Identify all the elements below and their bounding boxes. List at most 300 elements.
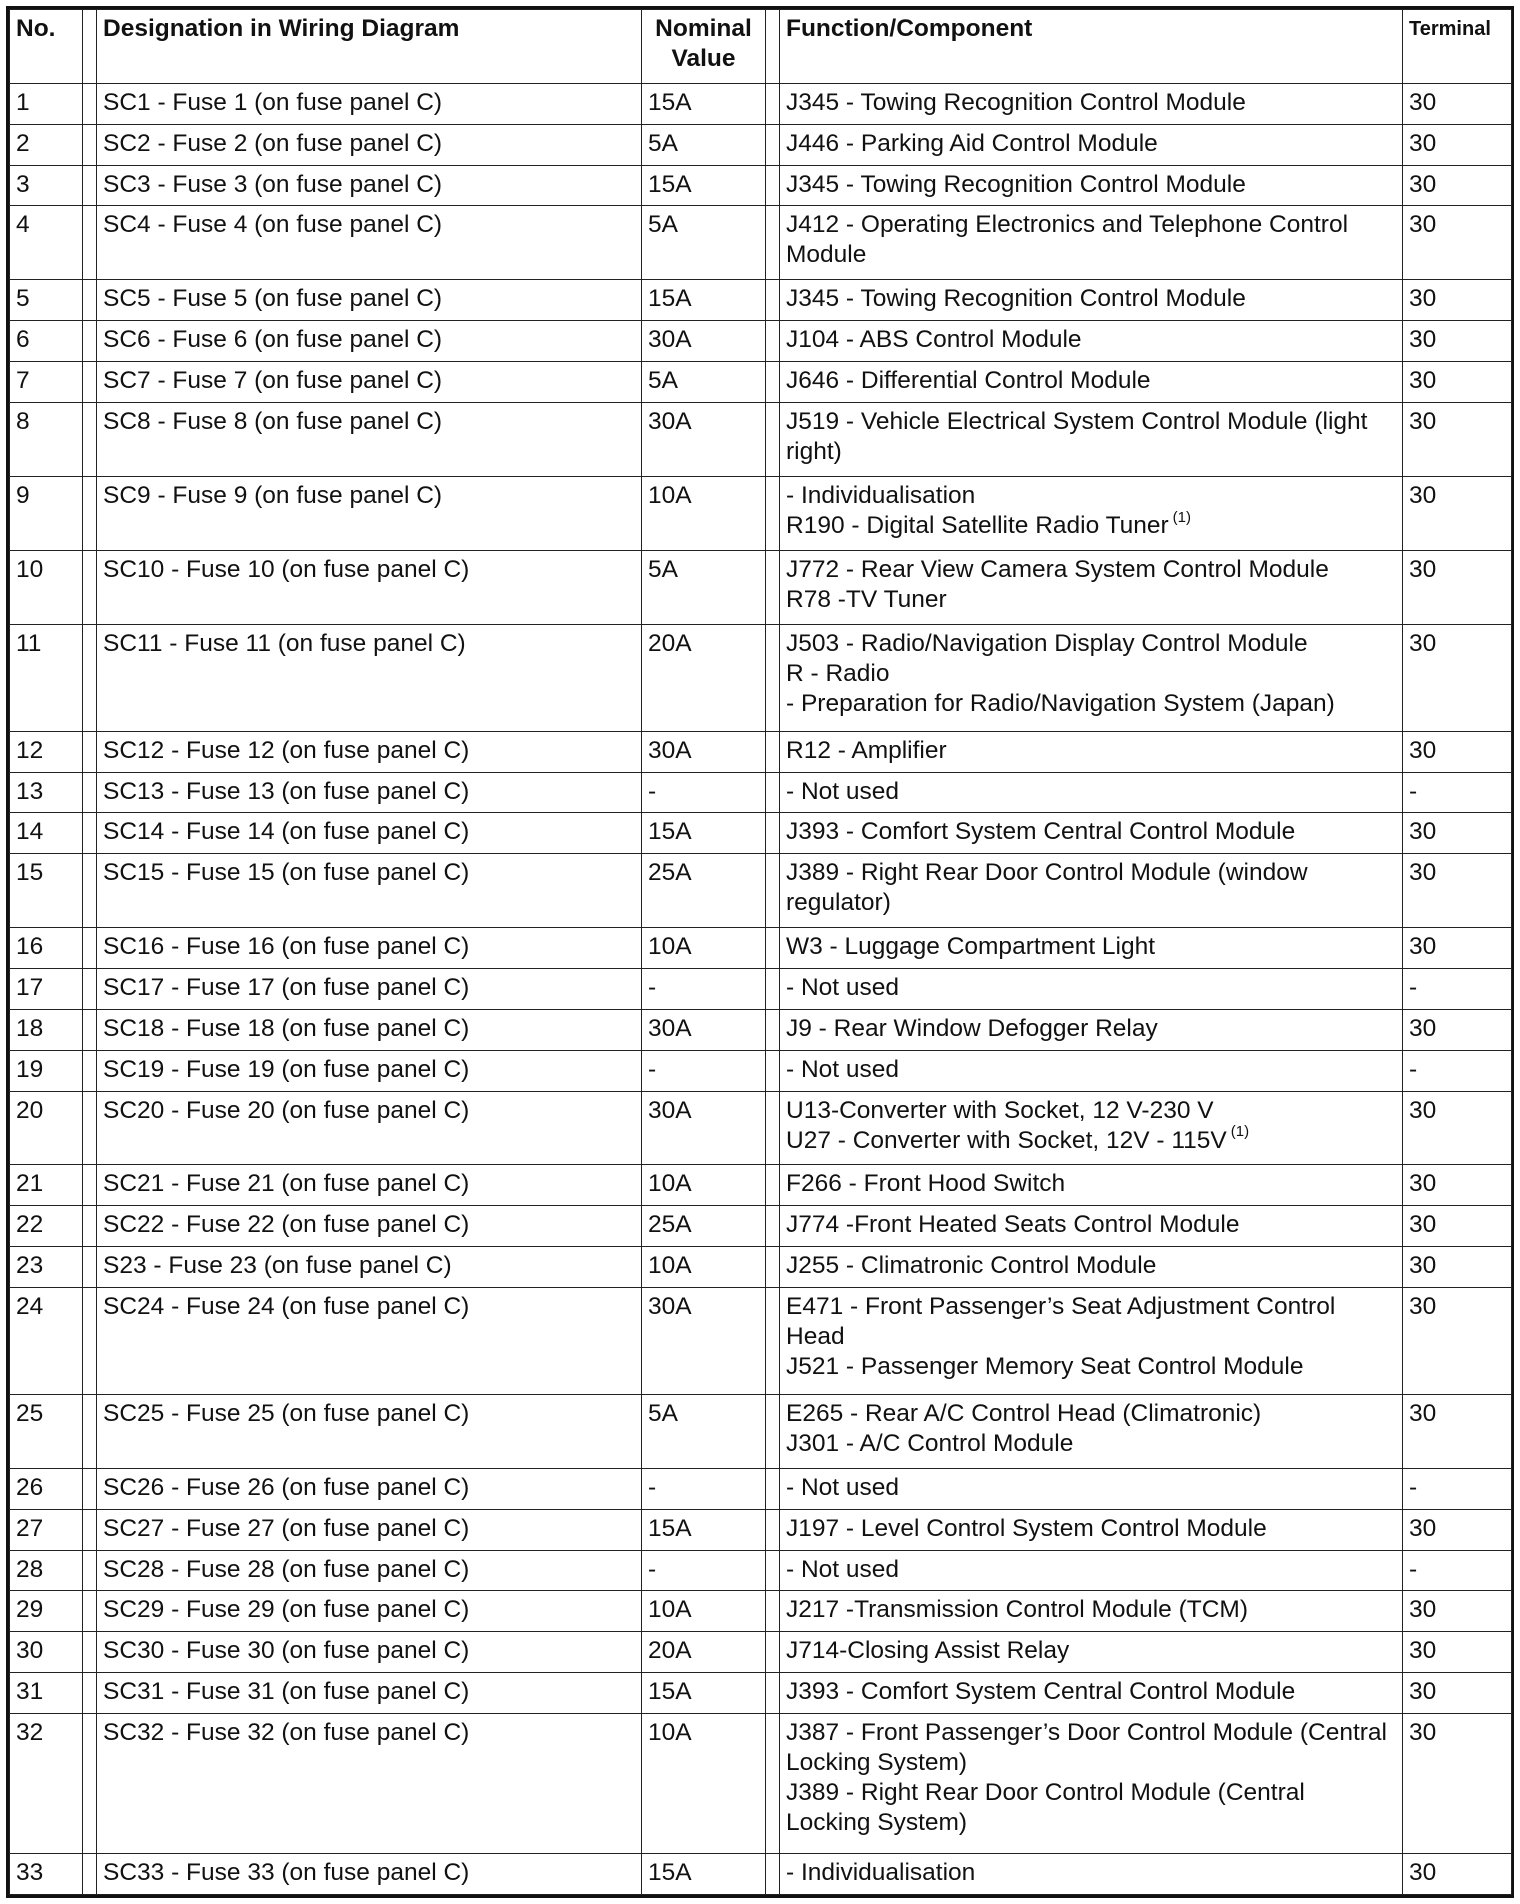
cell-spacer [83, 84, 97, 125]
cell-no: 25 [10, 1394, 83, 1468]
function-text: J503 - Radio/Navigation Display Control Module R - Radio - Preparation for Radio/Navigation System (Japan) [786, 629, 1335, 717]
cell-no: 16 [10, 928, 83, 969]
cell-nominal-value: - [642, 1050, 766, 1091]
cell-terminal: - [1403, 1550, 1512, 1591]
cell-nominal-value: 5A [642, 362, 766, 403]
table-row [10, 280, 1512, 321]
function-text: J393 - Comfort System Central Control Module [786, 1678, 1296, 1706]
cell-designation: SC30 - Fuse 30 (on fuse panel C) [97, 1632, 642, 1673]
cell-spacer [83, 280, 97, 321]
table-row [10, 1009, 1512, 1050]
cell-spacer [766, 124, 780, 165]
cell-spacer [83, 854, 97, 928]
cell-nominal-value: 25A [642, 854, 766, 928]
cell-function [780, 402, 1403, 476]
cell-nominal-value: 5A [642, 124, 766, 165]
cell-designation: SC16 - Fuse 16 (on fuse panel C) [97, 928, 642, 969]
cell-spacer [766, 1165, 780, 1206]
cell-spacer [766, 1247, 780, 1288]
cell-nominal-value: - [642, 1468, 766, 1509]
cell-designation: SC13 - Fuse 13 (on fuse panel C) [97, 772, 642, 813]
function-text: J774 -Front Heated Seats Control Module [786, 1211, 1240, 1239]
cell-nominal-value: 10A [642, 476, 766, 550]
cell-terminal: 30 [1403, 1091, 1512, 1165]
cell-terminal: 30 [1403, 402, 1512, 476]
cell-nominal-value: 10A [642, 928, 766, 969]
cell-spacer [83, 1854, 97, 1895]
table-row [10, 1468, 1512, 1509]
cell-terminal: 30 [1403, 1394, 1512, 1468]
cell-spacer [766, 624, 780, 731]
cell-function [780, 476, 1403, 550]
cell-no: 4 [10, 206, 83, 280]
cell-spacer [83, 165, 97, 206]
cell-nominal-value: 30A [642, 1009, 766, 1050]
table-row [10, 1673, 1512, 1714]
cell-designation: SC32 - Fuse 32 (on fuse panel C) [97, 1713, 642, 1853]
cell-no: 12 [10, 731, 83, 772]
function-text: - Not used [786, 1555, 900, 1583]
cell-designation: SC29 - Fuse 29 (on fuse panel C) [97, 1591, 642, 1632]
cell-nominal-value: 10A [642, 1247, 766, 1288]
function-text: J345 - Towing Recognition Control Module [786, 285, 1246, 313]
cell-spacer [83, 1509, 97, 1550]
cell-no: 22 [10, 1206, 83, 1247]
table-row [10, 124, 1512, 165]
cell-spacer [83, 476, 97, 550]
cell-no: 5 [10, 280, 83, 321]
cell-terminal: - [1403, 1050, 1512, 1091]
cell-spacer [83, 1591, 97, 1632]
header-spacer [766, 10, 780, 84]
cell-spacer [766, 969, 780, 1010]
function-text: - Individualisation [786, 1859, 976, 1887]
header-function: Function/Component [780, 10, 1403, 84]
function-text: J387 - Front Passenger’s Door Control Module (Central Locking System) J389 - Right Rear Door Control Module (Central Locking System) [786, 1718, 1387, 1836]
cell-function [780, 1713, 1403, 1853]
cell-nominal-value: 5A [642, 550, 766, 624]
cell-spacer [766, 731, 780, 772]
cell-designation: SC31 - Fuse 31 (on fuse panel C) [97, 1673, 642, 1714]
cell-nominal-value: 15A [642, 84, 766, 125]
cell-designation: SC10 - Fuse 10 (on fuse panel C) [97, 550, 642, 624]
function-text: J255 - Climatronic Control Module [786, 1252, 1157, 1280]
cell-spacer [766, 84, 780, 125]
table-row [10, 1713, 1512, 1853]
header-nominal-value-text: Nominal Value [655, 15, 752, 72]
table-row [10, 1287, 1512, 1394]
cell-function [780, 928, 1403, 969]
table-row [10, 402, 1512, 476]
cell-no: 1 [10, 84, 83, 125]
table-row [10, 362, 1512, 403]
cell-terminal: 30 [1403, 1165, 1512, 1206]
function-text: J104 - ABS Control Module [786, 326, 1082, 354]
cell-nominal-value: - [642, 1550, 766, 1591]
header-terminal: Terminal [1403, 10, 1512, 84]
cell-nominal-value: - [642, 772, 766, 813]
cell-terminal: 30 [1403, 1673, 1512, 1714]
function-text: F266 - Front Hood Switch [786, 1170, 1066, 1198]
function-text: J345 - Towing Recognition Control Module [786, 89, 1246, 116]
table-row [10, 1394, 1512, 1468]
cell-terminal: 30 [1403, 1713, 1512, 1853]
cell-function [780, 969, 1403, 1010]
cell-function [780, 813, 1403, 854]
cell-no: 29 [10, 1591, 83, 1632]
cell-function [780, 624, 1403, 731]
cell-function [780, 1468, 1403, 1509]
cell-spacer [83, 624, 97, 731]
cell-no: 13 [10, 772, 83, 813]
cell-designation: SC1 - Fuse 1 (on fuse panel C) [97, 84, 642, 125]
cell-terminal: 30 [1403, 1287, 1512, 1394]
cell-no: 21 [10, 1165, 83, 1206]
table-row [10, 1854, 1512, 1895]
cell-terminal: 30 [1403, 624, 1512, 731]
cell-no: 2 [10, 124, 83, 165]
cell-spacer [83, 1050, 97, 1091]
cell-nominal-value: 10A [642, 1713, 766, 1853]
cell-designation: SC11 - Fuse 11 (on fuse panel C) [97, 624, 642, 731]
cell-nominal-value: 30A [642, 731, 766, 772]
fuse-assignment-table [9, 9, 1512, 1895]
cell-designation: SC26 - Fuse 26 (on fuse panel C) [97, 1468, 642, 1509]
cell-spacer [83, 772, 97, 813]
cell-no: 28 [10, 1550, 83, 1591]
cell-spacer [766, 1091, 780, 1165]
table-row [10, 1206, 1512, 1247]
cell-function [780, 772, 1403, 813]
cell-terminal: 30 [1403, 124, 1512, 165]
cell-spacer [766, 1509, 780, 1550]
cell-function [780, 1091, 1403, 1165]
cell-function [780, 1165, 1403, 1206]
cell-spacer [83, 206, 97, 280]
cell-designation: SC18 - Fuse 18 (on fuse panel C) [97, 1009, 642, 1050]
function-text: U13-Converter with Socket, 12 V-230 V U27 - Converter with Socket, 12V - 115V $^{(1)}$ [786, 1096, 1250, 1154]
cell-designation: SC12 - Fuse 12 (on fuse panel C) [97, 731, 642, 772]
cell-terminal: 30 [1403, 731, 1512, 772]
cell-no: 24 [10, 1287, 83, 1394]
cell-spacer [83, 402, 97, 476]
cell-spacer [766, 1050, 780, 1091]
function-text: J9 - Rear Window Defogger Relay [786, 1014, 1158, 1042]
cell-spacer [766, 1009, 780, 1050]
table-row [10, 1550, 1512, 1591]
cell-nominal-value: 15A [642, 280, 766, 321]
cell-spacer [766, 1550, 780, 1591]
cell-spacer [766, 854, 780, 928]
cell-spacer [766, 1632, 780, 1673]
cell-spacer [766, 813, 780, 854]
function-text: J389 - Right Rear Door Control Module (window regulator) [786, 859, 1308, 917]
cell-terminal: 30 [1403, 321, 1512, 362]
cell-terminal: - [1403, 969, 1512, 1010]
cell-spacer [766, 1468, 780, 1509]
footnote-marker: (1) [1230, 1123, 1250, 1141]
table-row [10, 772, 1512, 813]
cell-terminal: 30 [1403, 1854, 1512, 1895]
cell-terminal: 30 [1403, 813, 1512, 854]
cell-designation: SC6 - Fuse 6 (on fuse panel C) [97, 321, 642, 362]
cell-designation: SC3 - Fuse 3 (on fuse panel C) [97, 165, 642, 206]
function-text: - Not used [786, 974, 900, 1002]
cell-spacer [766, 1394, 780, 1468]
header-no: No. [10, 10, 83, 84]
table-row [10, 928, 1512, 969]
cell-spacer [83, 124, 97, 165]
cell-function [780, 1206, 1403, 1247]
cell-function [780, 206, 1403, 280]
cell-terminal: 30 [1403, 1509, 1512, 1550]
function-text: W3 - Luggage Compartment Light [786, 933, 1156, 961]
cell-nominal-value: 10A [642, 1165, 766, 1206]
cell-terminal: 30 [1403, 854, 1512, 928]
cell-no: 31 [10, 1673, 83, 1714]
cell-no: 27 [10, 1509, 83, 1550]
function-text: J393 - Comfort System Central Control Module [786, 818, 1296, 846]
table-row [10, 1091, 1512, 1165]
cell-terminal: 30 [1403, 280, 1512, 321]
cell-spacer [766, 772, 780, 813]
cell-no: 15 [10, 854, 83, 928]
function-text: - Not used [786, 777, 900, 805]
table-row [10, 206, 1512, 280]
table-row [10, 476, 1512, 550]
cell-terminal: 30 [1403, 550, 1512, 624]
cell-terminal: 30 [1403, 165, 1512, 206]
cell-nominal-value: 25A [642, 1206, 766, 1247]
cell-nominal-value: 15A [642, 1673, 766, 1714]
cell-spacer [83, 969, 97, 1010]
cell-spacer [766, 362, 780, 403]
cell-no: 30 [10, 1632, 83, 1673]
cell-spacer [83, 1287, 97, 1394]
cell-spacer [83, 1394, 97, 1468]
cell-function [780, 1673, 1403, 1714]
table-row [10, 1632, 1512, 1673]
function-text: J197 - Level Control System Control Module [786, 1514, 1267, 1542]
cell-spacer [83, 550, 97, 624]
cell-function [780, 1591, 1403, 1632]
cell-spacer [766, 1591, 780, 1632]
table-row [10, 731, 1512, 772]
cell-terminal: 30 [1403, 1632, 1512, 1673]
cell-designation: SC21 - Fuse 21 (on fuse panel C) [97, 1165, 642, 1206]
cell-nominal-value: 5A [642, 1394, 766, 1468]
table-row [10, 84, 1512, 125]
cell-nominal-value: - [642, 969, 766, 1010]
cell-terminal: - [1403, 772, 1512, 813]
cell-terminal: 30 [1403, 206, 1512, 280]
cell-designation: SC27 - Fuse 27 (on fuse panel C) [97, 1509, 642, 1550]
function-text: J519 - Vehicle Electrical System Control Module (light right) [786, 407, 1368, 465]
function-text: E265 - Rear A/C Control Head (Climatronic) J301 - A/C Control Module [786, 1399, 1262, 1457]
cell-nominal-value: 20A [642, 624, 766, 731]
cell-no: 17 [10, 969, 83, 1010]
cell-nominal-value: 20A [642, 1632, 766, 1673]
cell-function [780, 1009, 1403, 1050]
function-text: J217 -Transmission Control Module (TCM) [786, 1596, 1248, 1624]
header-spacer [83, 10, 97, 84]
cell-no: 10 [10, 550, 83, 624]
cell-terminal: 30 [1403, 928, 1512, 969]
cell-no: 7 [10, 362, 83, 403]
cell-terminal: 30 [1403, 84, 1512, 125]
function-text: J446 - Parking Aid Control Module [786, 129, 1158, 157]
cell-spacer [766, 402, 780, 476]
cell-designation: SC15 - Fuse 15 (on fuse panel C) [97, 854, 642, 928]
cell-designation: SC5 - Fuse 5 (on fuse panel C) [97, 280, 642, 321]
cell-no: 6 [10, 321, 83, 362]
cell-spacer [83, 1165, 97, 1206]
cell-terminal: 30 [1403, 1206, 1512, 1247]
cell-designation: SC2 - Fuse 2 (on fuse panel C) [97, 124, 642, 165]
cell-no: 8 [10, 402, 83, 476]
cell-spacer [83, 362, 97, 403]
cell-designation: SC7 - Fuse 7 (on fuse panel C) [97, 362, 642, 403]
cell-spacer [766, 1673, 780, 1714]
table-row [10, 813, 1512, 854]
cell-designation: SC25 - Fuse 25 (on fuse panel C) [97, 1394, 642, 1468]
cell-no: 18 [10, 1009, 83, 1050]
cell-function [780, 165, 1403, 206]
footnote-marker: (1) [1172, 508, 1192, 526]
function-text: J772 - Rear View Camera System Control Module R78 -TV Tuner [786, 555, 1329, 613]
cell-no: 3 [10, 165, 83, 206]
cell-spacer [83, 1247, 97, 1288]
cell-function [780, 124, 1403, 165]
cell-spacer [83, 1673, 97, 1714]
cell-spacer [83, 1632, 97, 1673]
cell-spacer [766, 928, 780, 969]
cell-spacer [766, 1854, 780, 1895]
cell-spacer [766, 1206, 780, 1247]
cell-designation: SC28 - Fuse 28 (on fuse panel C) [97, 1550, 642, 1591]
cell-designation: SC14 - Fuse 14 (on fuse panel C) [97, 813, 642, 854]
table-row [10, 1247, 1512, 1288]
cell-spacer [766, 550, 780, 624]
function-text: J646 - Differential Control Module [786, 367, 1151, 395]
table-row [10, 165, 1512, 206]
cell-function [780, 731, 1403, 772]
cell-spacer [83, 1206, 97, 1247]
cell-no: 11 [10, 624, 83, 731]
cell-no: 32 [10, 1713, 83, 1853]
header-nominal-value [642, 10, 766, 84]
table-body [10, 84, 1512, 1895]
cell-nominal-value: 15A [642, 813, 766, 854]
cell-terminal: 30 [1403, 1247, 1512, 1288]
cell-spacer [83, 1468, 97, 1509]
function-text: J714-Closing Assist Relay [786, 1637, 1070, 1665]
cell-nominal-value: 30A [642, 1091, 766, 1165]
cell-function [780, 1509, 1403, 1550]
cell-no: 23 [10, 1247, 83, 1288]
cell-designation: SC20 - Fuse 20 (on fuse panel C) [97, 1091, 642, 1165]
cell-terminal: 30 [1403, 362, 1512, 403]
cell-designation: SC22 - Fuse 22 (on fuse panel C) [97, 1206, 642, 1247]
cell-function [780, 1050, 1403, 1091]
cell-spacer [766, 165, 780, 206]
cell-spacer [766, 1713, 780, 1853]
cell-designation: SC17 - Fuse 17 (on fuse panel C) [97, 969, 642, 1010]
cell-spacer [766, 1287, 780, 1394]
cell-spacer [766, 280, 780, 321]
cell-function [780, 321, 1403, 362]
cell-no: 14 [10, 813, 83, 854]
cell-nominal-value: 30A [642, 402, 766, 476]
cell-nominal-value: 30A [642, 321, 766, 362]
function-text: - Not used [786, 1473, 900, 1501]
table-row [10, 1165, 1512, 1206]
cell-nominal-value: 15A [642, 1854, 766, 1895]
table-row [10, 1050, 1512, 1091]
header-row [10, 10, 1512, 84]
cell-spacer [766, 476, 780, 550]
cell-function [780, 1632, 1403, 1673]
cell-nominal-value: 5A [642, 206, 766, 280]
cell-spacer [83, 731, 97, 772]
cell-nominal-value: 10A [642, 1591, 766, 1632]
cell-spacer [83, 1091, 97, 1165]
cell-function [780, 280, 1403, 321]
cell-no: 33 [10, 1854, 83, 1895]
function-text: - Individualisation R190 - Digital Satellite Radio Tuner $^{(1)}$ [786, 481, 1192, 539]
header-designation: Designation in Wiring Diagram [97, 10, 642, 84]
cell-function [780, 1287, 1403, 1394]
cell-no: 19 [10, 1050, 83, 1091]
cell-designation: SC24 - Fuse 24 (on fuse panel C) [97, 1287, 642, 1394]
cell-designation: SC19 - Fuse 19 (on fuse panel C) [97, 1050, 642, 1091]
cell-terminal: 30 [1403, 1591, 1512, 1632]
cell-spacer [83, 1009, 97, 1050]
cell-no: 9 [10, 476, 83, 550]
cell-designation: SC9 - Fuse 9 (on fuse panel C) [97, 476, 642, 550]
cell-spacer [83, 1713, 97, 1853]
function-text: J412 - Operating Electronics and Telephone Control Module [786, 211, 1349, 269]
cell-spacer [83, 321, 97, 362]
table-row [10, 1509, 1512, 1550]
cell-spacer [83, 813, 97, 854]
cell-function [780, 362, 1403, 403]
cell-designation: SC8 - Fuse 8 (on fuse panel C) [97, 402, 642, 476]
cell-function [780, 1394, 1403, 1468]
table-row [10, 854, 1512, 928]
cell-designation: S23 - Fuse 23 (on fuse panel C) [97, 1247, 642, 1288]
cell-function [780, 854, 1403, 928]
cell-no: 20 [10, 1091, 83, 1165]
cell-nominal-value: 15A [642, 1509, 766, 1550]
cell-no: 26 [10, 1468, 83, 1509]
cell-spacer [83, 928, 97, 969]
cell-designation: SC4 - Fuse 4 (on fuse panel C) [97, 206, 642, 280]
table-row [10, 321, 1512, 362]
cell-function [780, 84, 1403, 125]
table-row [10, 969, 1512, 1010]
function-text: E471 - Front Passenger’s Seat Adjustment Control Head J521 - Passenger Memory Seat Control Module [786, 1292, 1336, 1380]
table-row [10, 1591, 1512, 1632]
table-row [10, 624, 1512, 731]
cell-terminal: 30 [1403, 1009, 1512, 1050]
function-text: R12 - Amplifier [786, 736, 947, 764]
cell-spacer [766, 206, 780, 280]
function-text: J345 - Towing Recognition Control Module [786, 170, 1246, 198]
cell-terminal: - [1403, 1468, 1512, 1509]
cell-nominal-value: 30A [642, 1287, 766, 1394]
cell-function [780, 550, 1403, 624]
